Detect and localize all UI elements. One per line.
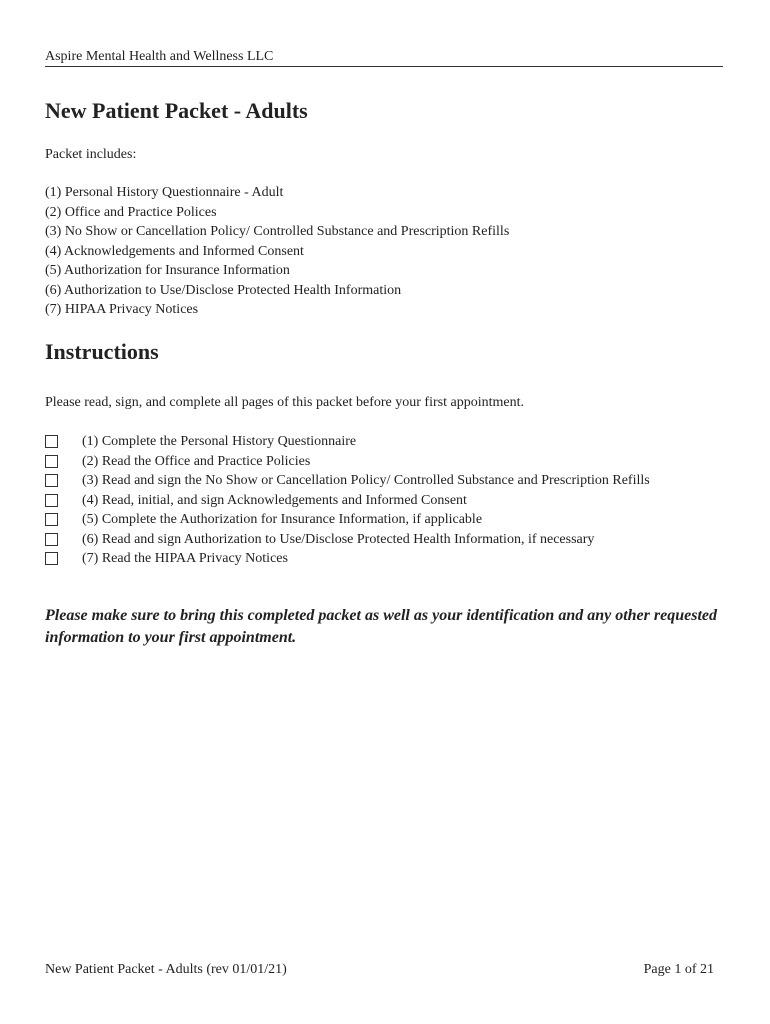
document-header: [45, 48, 723, 67]
checklist-item: [45, 530, 650, 550]
checklist-item-label: (2) Read the Office and Practice Policies: [82, 453, 311, 469]
checkbox[interactable]: [45, 435, 58, 448]
page-title: New Patient Packet - Adults: [45, 98, 308, 123]
checkbox[interactable]: [45, 513, 58, 526]
footer-revision: New Patient Packet - Adults (rev 01/01/21): [45, 962, 287, 977]
checkbox[interactable]: [45, 552, 58, 565]
checklist-item: [45, 471, 650, 491]
checkbox[interactable]: [45, 455, 58, 468]
checklist-item-label: (7) Read the HIPAA Privacy Notices: [82, 551, 288, 566]
checkbox[interactable]: [45, 533, 58, 546]
packet-includes-label: Packet includes:: [45, 147, 137, 162]
checklist-item-label: (5) Complete the Authorization for Insurance Information, if applicable: [82, 512, 483, 527]
checklist-item: [45, 452, 650, 472]
checklist-item: [45, 491, 650, 511]
practice-name: Aspire Mental Health and Wellness LLC: [45, 49, 274, 64]
reminder-note: Please make sure to bring this completed packet as well as your identification and any other requested information to your first appointment.: [45, 607, 717, 646]
packet-item: (2) Office and Practice Polices: [45, 204, 217, 220]
checklist-item-label: (3) Read and sign the No Show or Cancellation Policy/ Controlled Substance and Prescription Refills: [82, 473, 650, 488]
packet-item: (6) Authorization to Use/Disclose Protected Health Information: [45, 282, 402, 298]
packet-item: (4) Acknowledgements and Informed Consent: [45, 243, 304, 259]
checkbox[interactable]: [45, 494, 58, 507]
packet-item: (7) HIPAA Privacy Notices: [45, 302, 199, 317]
packet-contents-list: [45, 183, 509, 320]
checklist-item: [45, 549, 650, 569]
instructions-heading: Instructions: [45, 339, 159, 364]
checklist-item-label: (6) Read and sign Authorization to Use/Disclose Protected Health Information, if necessary: [82, 531, 595, 547]
page-number: Page 1 of 21: [643, 962, 714, 977]
checklist-item: [45, 510, 650, 530]
instructions-checklist: [45, 432, 650, 569]
packet-item: (3) No Show or Cancellation Policy/ Controlled Substance and Prescription Refills: [45, 224, 510, 239]
checklist-item-label: (4) Read, initial, and sign Acknowledgements and Informed Consent: [82, 492, 467, 508]
checklist-item: [45, 432, 650, 452]
checklist-item-label: (1) Complete the Personal History Questionnaire: [82, 434, 357, 449]
instructions-intro: Please read, sign, and complete all pages of this packet before your first appointment.: [45, 395, 524, 410]
packet-item: (5) Authorization for Insurance Information: [45, 263, 290, 278]
packet-item: (1) Personal History Questionnaire - Adult: [45, 185, 284, 200]
checkbox[interactable]: [45, 474, 58, 487]
